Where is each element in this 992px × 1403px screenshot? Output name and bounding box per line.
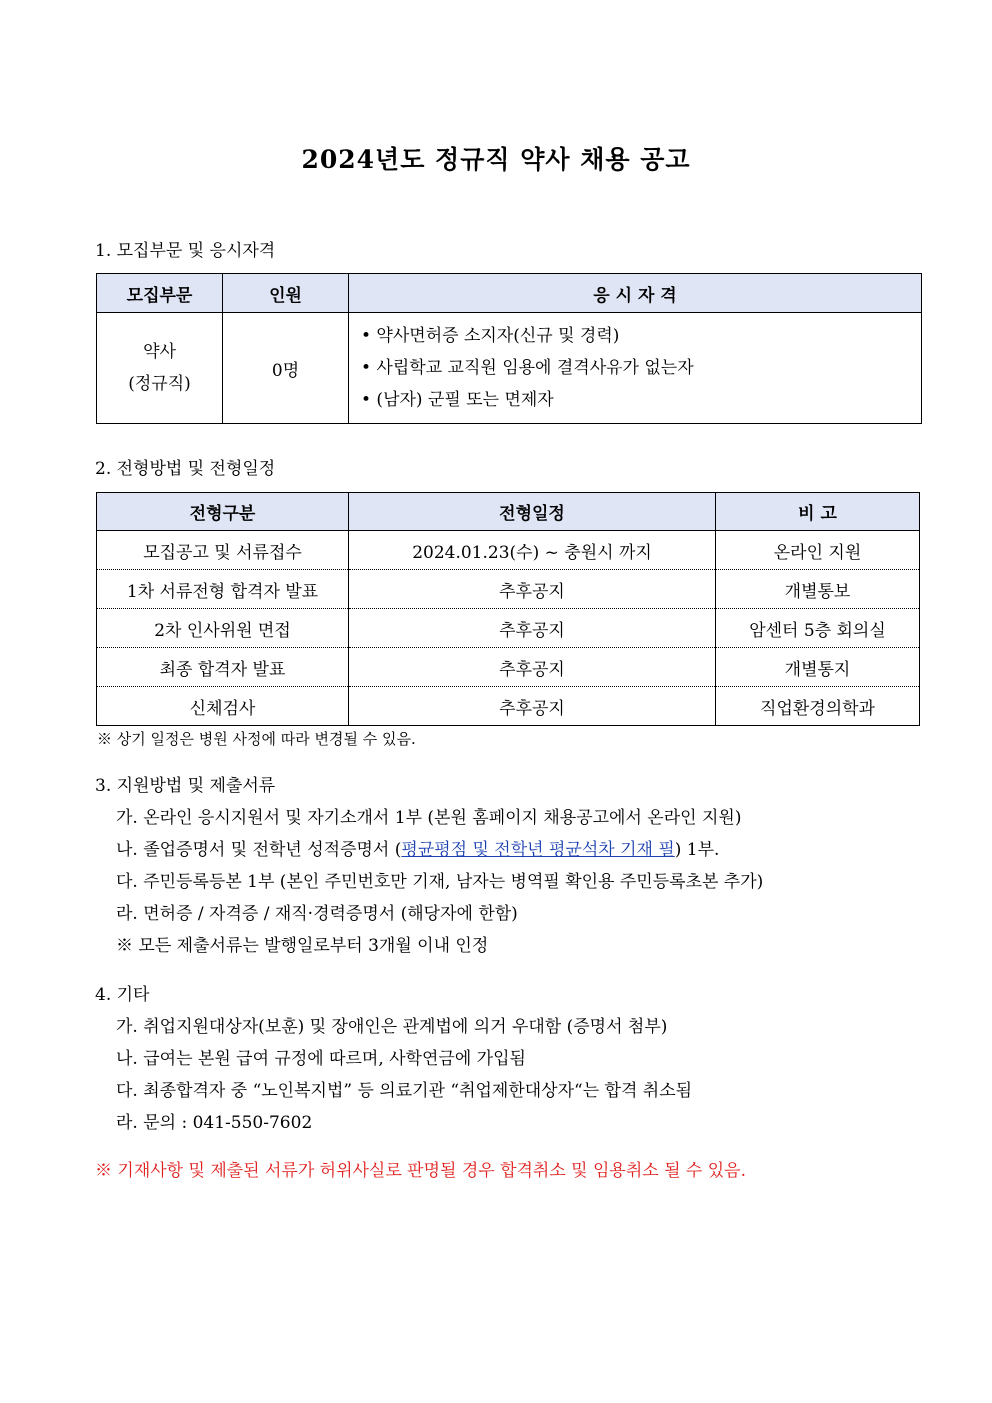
stage-cell: 신체검사 — [97, 687, 349, 726]
page-title: 2024년도 정규직 약사 채용 공고 — [301, 145, 691, 174]
contact-info: 라. 문의 : 041-550-7602 — [116, 1113, 313, 1133]
etc-item: 나. 급여는 본원 급여 규정에 따르며, 사학연금에 가입됨 — [116, 1049, 526, 1069]
remark-cell: 개별통보 — [716, 570, 920, 609]
qualification-cell — [349, 313, 922, 424]
remark-cell: 개별통지 — [716, 648, 920, 687]
doc-item — [116, 835, 719, 860]
doc-item: 가. 온라인 응시지원서 및 자기소개서 1부 (본원 홈페이지 채용공고에서 온라인 지원) — [116, 808, 742, 828]
remark-cell: 직업환경의학과 — [716, 687, 920, 726]
required-note-link[interactable]: 평균평점 및 전학년 평균석차 기재 필 — [401, 840, 675, 860]
warning-notice: ※ 기재사항 및 제출된 서류가 허위사실로 판명될 경우 합격취소 및 임용취소 될 수 있음. — [95, 1161, 747, 1181]
stage-cell: 최종 합격자 발표 — [97, 648, 349, 687]
schedule-note: ※ 상기 일정은 병원 사정에 따라 변경될 수 있음. — [97, 730, 416, 748]
stage-cell: 모집공고 및 서류접수 — [97, 531, 349, 570]
section4-heading: 4. 기타 — [95, 985, 150, 1005]
header-count: 인원 — [223, 274, 349, 313]
schedule-cell: 추후공지 — [349, 609, 716, 648]
doc-item: 다. 주민등록등본 1부 (본인 주민번호만 기재, 남자는 병역필 확인용 주민등록초본 추가) — [116, 872, 764, 892]
header-remark: 비 고 — [716, 493, 920, 531]
doc-item: 라. 면허증 / 자격증 / 재직·경력증명서 (해당자에 한함) — [116, 904, 518, 924]
stage-cell: 1차 서류전형 합격자 발표 — [97, 570, 349, 609]
doc-note: ※ 모든 제출서류는 발행일로부터 3개월 이내 인정 — [116, 936, 489, 956]
section2-heading: 2. 전형방법 및 전형일정 — [95, 459, 276, 479]
header-stage: 전형구분 — [97, 493, 349, 531]
count-cell: 0명 — [223, 313, 349, 424]
schedule-cell: 추후공지 — [349, 687, 716, 726]
etc-item: 가. 취업지원대상자(보훈) 및 장애인은 관계법에 의거 우대함 (증명서 첨부) — [116, 1017, 668, 1037]
doc-item-text: ) 1부. — [674, 840, 720, 860]
header-dept: 모집부문 — [97, 274, 223, 313]
table-row — [97, 313, 922, 424]
remark-cell: 암센터 5층 회의실 — [716, 609, 920, 648]
table-row — [97, 531, 920, 570]
table-header-row — [97, 274, 922, 313]
schedule-cell: 2024.01.23(수) ~ 충원시 까지 — [349, 531, 716, 570]
table-header-row — [97, 493, 920, 531]
header-qualification: 응 시 자 격 — [349, 274, 922, 313]
table-row — [97, 609, 920, 648]
stage-cell: 2차 인사위원 면접 — [97, 609, 349, 648]
table-row — [97, 648, 920, 687]
qualification-item: • (남자) 군필 또는 면제자 — [361, 390, 554, 410]
qualification-item: • 사립학교 교직원 임용에 결격사유가 없는자 — [361, 358, 694, 378]
remark-cell: 온라인 지원 — [716, 531, 920, 570]
qualification-table — [96, 273, 922, 424]
schedule-cell: 추후공지 — [349, 570, 716, 609]
dept-name: 약사 — [143, 342, 176, 362]
table-row — [97, 570, 920, 609]
etc-item: 다. 최종합격자 중 “노인복지법” 등 의료기관 “취업제한대상자“는 합격 취소됨 — [116, 1081, 693, 1101]
doc-item-text: 나. 졸업증명서 및 전학년 성적증명서 ( — [116, 840, 402, 860]
section3-heading: 3. 지원방법 및 제출서류 — [95, 776, 276, 796]
table-row — [97, 687, 920, 726]
schedule-table — [96, 492, 920, 726]
dept-type: (정규직) — [128, 374, 191, 394]
section1-heading: 1. 모집부문 및 응시자격 — [95, 241, 276, 261]
schedule-cell: 추후공지 — [349, 648, 716, 687]
dept-cell — [97, 313, 223, 424]
qualification-item: • 약사면허증 소지자(신규 및 경력) — [361, 326, 620, 346]
header-schedule: 전형일정 — [349, 493, 716, 531]
